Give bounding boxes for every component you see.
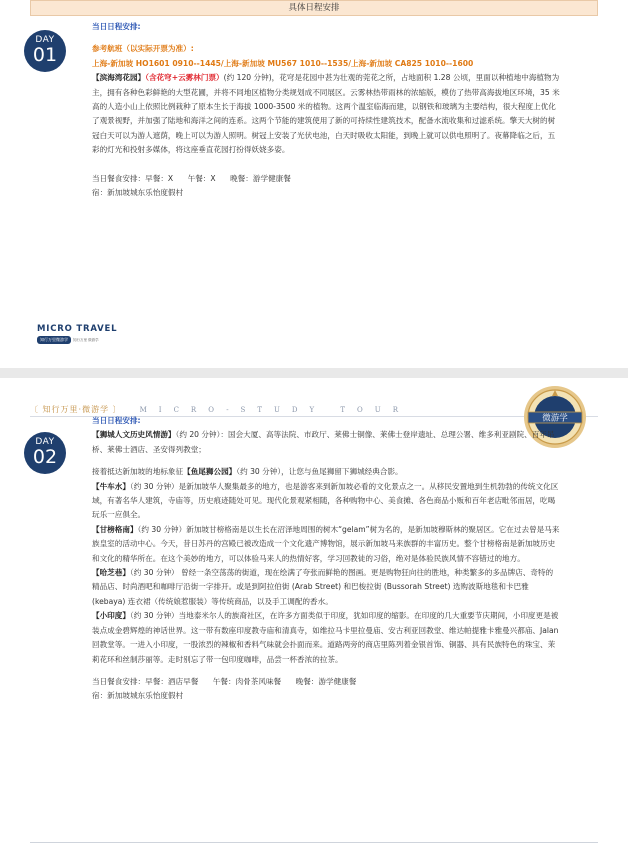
flight-info: 上海-新加坡 HO1601 0910--1445/上海-新加坡 MU567 1010--1535/上海-新加坡 CA825 1010--1600 [92, 58, 474, 68]
kampong-glam-text: （约 30 分钟）新加坡甘榜格南是以生长在沼泽地周围的树木“gelam”树为名的，是新加坡穆斯林的聚居区。它在过去曾是马来族皇室的活动中心。今天，昔日苏丹的宫殿已被改造成一个文化遗产博物馆，展示新加坡马来族群的丰富历史。整个甘榜格南是新加坡历史和文化的精华所在。在这个美妙的地方，可以体验马来人的热情好客，学习回教徒的习俗，绝对是体验民族风情不容错过的地方。 [92, 524, 560, 563]
logo-pill: 知行万里微游学 [37, 336, 71, 344]
chinatown-name: 【牛车水】 [92, 481, 130, 491]
day-number: 02 [32, 446, 58, 468]
ribbon-cn: 〔 知行万里·微游学 〕 [30, 405, 122, 414]
haji-lane-text: （约 30 分钟） 曾经一条空荡荡的街道，现在绘满了夸张而鲜艳的图画。更是购物狂向往的胜地，种类繁多的多品牌店、奇特的精品店、时尚酒吧和咖啡厅沿街一字排开。或是到阿拉伯街 (Arab Street) 和巴梭拉街 (Bussorah Street) 选购波斯地毯和卡巴雅 (kebaya) 连衣裙（传统娘惹服装）等传统商品，以及手工调配的香水。 [92, 568, 554, 606]
merlion-name: 【鱼尾狮公园】 [183, 467, 237, 477]
day1-content [92, 20, 560, 200]
chinatown-text: （约 30 分钟）是新加坡华人聚集最多的地方，也是游客来到新加坡必看的文化景点之一。从移民安置地到生机勃勃的传统文化区域，有著名华人建筑，寺庙等，历史痕迹随处可见。现代化景观紧相随，各种购物中心、美食摊、各色商品小贩和百年老店毗邻而居，吃喝玩乐一应俱全。 [92, 481, 559, 520]
page-gap [0, 368, 628, 378]
garden-name: 【滨海湾花园】 [92, 73, 146, 83]
footer-divider [30, 842, 598, 843]
paragraph-merlion [92, 465, 560, 479]
haji-lane-name: 【哈芝巷】 [92, 568, 130, 578]
paragraph-heritage [92, 428, 560, 457]
schedule-title: 当日日程安排: [92, 22, 141, 31]
schedule-title: 当日日程安排: [92, 416, 141, 425]
flight-title: 参考航班（以实际开票为准）: [92, 44, 194, 54]
day-badge-02 [24, 432, 66, 474]
garden-paragraph [92, 71, 560, 157]
meals-day2: 当日餐食安排：早餐：酒店早餐 午餐：肉骨茶风味餐 晚餐：游学健康餐 [92, 676, 357, 686]
garden-tickets: （含花穹+云雾林门票） [145, 73, 224, 83]
paragraph-little-india [92, 609, 560, 667]
itinerary-page-1 [0, 0, 628, 368]
svg-text:微游学: 微游学 [542, 413, 568, 424]
heritage-text: （约 20 分钟）：国会大厦、高等法院、市政厅、莱佛士铜像、莱佛士登岸遗址、总理公署、维多利亚剧院、百年吊桥、莱佛士酒店、圣安得列教堂； [92, 430, 555, 454]
logo-title: MICRO TRAVEL [37, 324, 118, 334]
paragraph-haji-lane [92, 566, 560, 609]
day-label: DAY [35, 35, 55, 45]
logo-subtext: 知行万里 微游学 [73, 338, 99, 342]
paragraph-kampong-glam [92, 523, 560, 566]
day2-content [92, 414, 560, 704]
merlion-text: （约 30 分钟），让您与鱼尾狮留下狮城经典合影。 [236, 467, 403, 477]
heritage-name: 【狮城人文历史风情游】 [92, 430, 176, 440]
ribbon-en: MICRO-STUDY TOUR [139, 406, 410, 414]
paragraph-chinatown [92, 480, 560, 523]
garden-text: (约 120 分钟)，花穹是花园中甚为壮观的莞花之所，占地面积 1.28 公顷，里面以种植地中海植物为主，拥有各种色彩鲜艳的大型花圃，并将不同地区植物分类规划成不同展区。云雾林热带雨林的浓缩版，模仿了热带高海拔地区环境，35 米高的人造小山上依照比例栽种了原本生长于海拔 1000-3500 米的植物。这两个温室临海而建，以钢铁和玻璃为主要结构，很大程度上优化了观景视野，并加强了陆地和海洋之间的连系。这两个节能的建筑使用了新的可持续性建筑技术，配备水流收集和过滤系统。擎天大树的树冠白天可以为游人遮荫，晚上可以为游人照明。树冠上安装了光伏电池，白天时吸收太阳能，到晚上就可以供电照明了。夜幕降临之后，五彩的灯光和投射多媒体，将这座垂直花园打扮得妖娆多姿。 [92, 73, 560, 155]
day-number: 01 [32, 44, 58, 66]
hotel-day2: 宿：新加坡城东乐怡度假村 [92, 691, 184, 701]
little-india-name: 【小印度】 [92, 611, 130, 621]
section-header: 具体日程安排 [30, 0, 598, 16]
merlion-intro: 接着抵达新加坡的地标象征 [92, 467, 184, 477]
meals-day1: 当日餐食安排：早餐：X 午餐：X 晚餐：游学健康餐 [92, 173, 291, 183]
micro-travel-logo [37, 324, 117, 344]
kampong-glam-name: 【甘榜格南】 [92, 524, 138, 534]
little-india-text: （约 30 分钟）当地泰米尔人的族裔社区，在许多方面类似于印度，犹如印度的缩影。在印度的几大重要节庆期间，小印度更是被装点成金碧辉煌的神话世界。这一带有数座印度教寺庙和清真寺，如维拉马卡里拉曼庙、安古利亚回教堂、维达帕提雅卡雅曼兴都庙、Jalan 回教堂等。一进入小印度，一股浓烈的辣椒和香料气味就会扑面而来。道路两旁的商店里陈列着金银首饰、铜器、具有民族特色的珠宝、茉莉花环和丝制莎丽等。走时别忘了带一包印度咖啡，品尝一杯香浓的拉茶。 [92, 611, 559, 664]
day-badge-01 [24, 30, 66, 72]
itinerary-page-2 [0, 378, 628, 848]
day-label: DAY [35, 437, 55, 447]
hotel-day1: 宿：新加坡城东乐怡度假村 [92, 188, 184, 198]
